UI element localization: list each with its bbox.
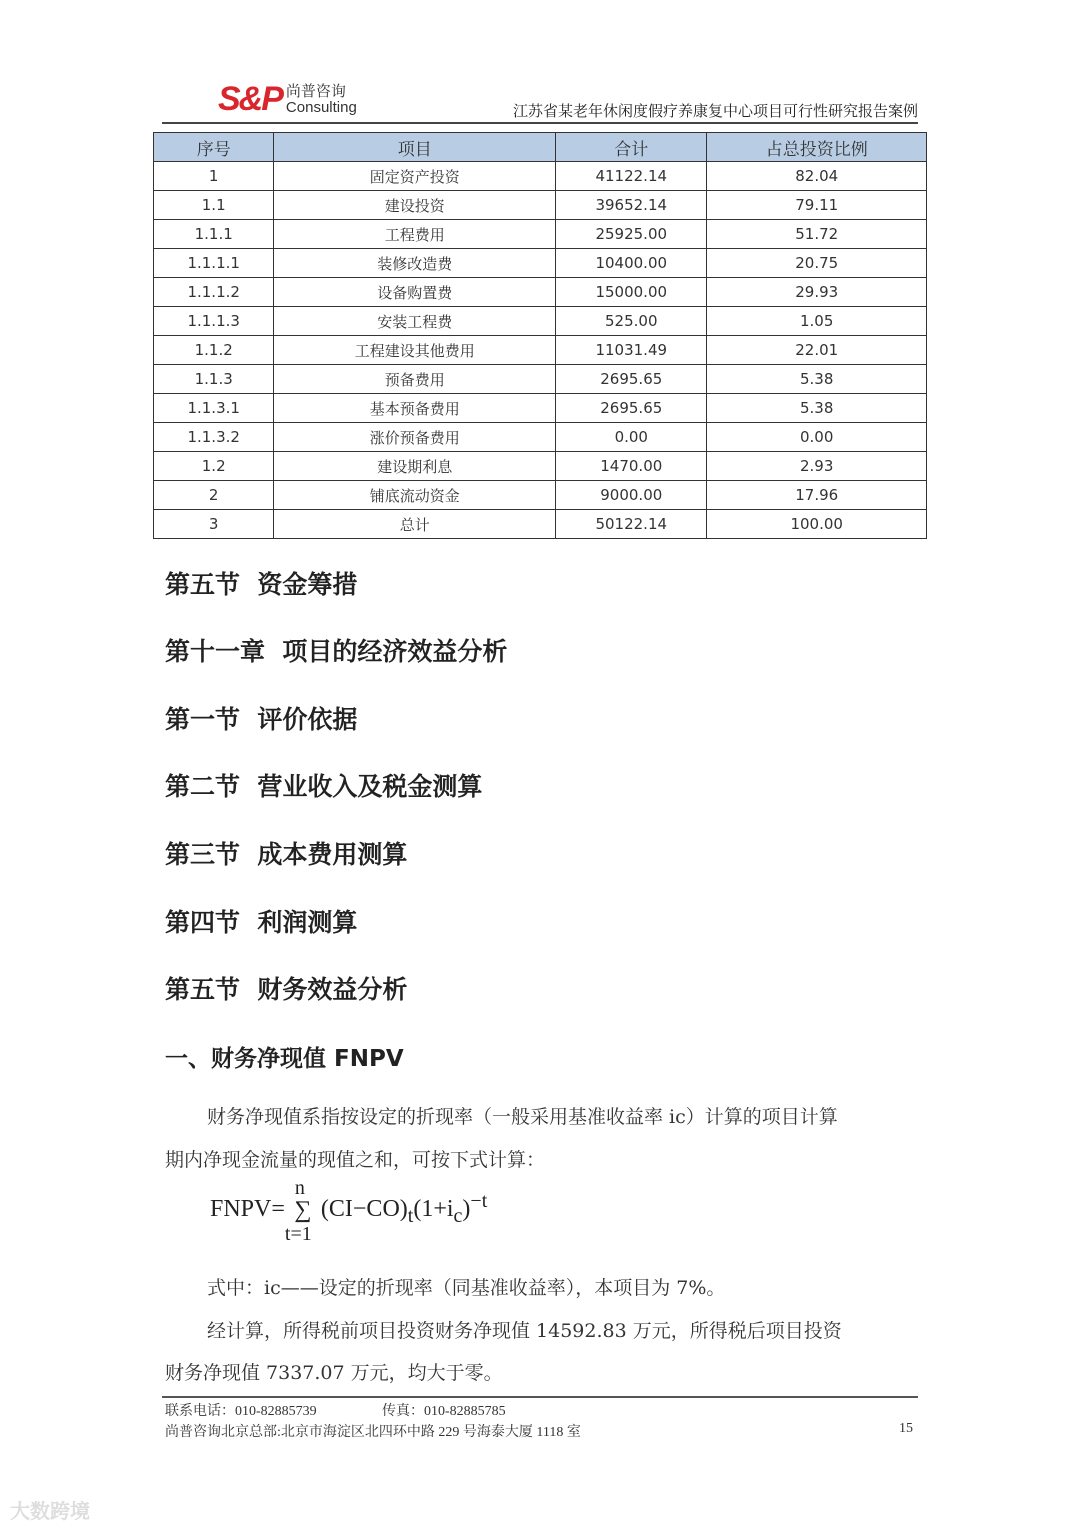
- table-row: [154, 220, 927, 249]
- table-cell: 10400.00: [556, 249, 707, 278]
- table-cell: 17.96: [707, 481, 927, 510]
- table-cell: 5.38: [707, 365, 927, 394]
- table-cell: 基本预备费用: [274, 394, 556, 423]
- table-cell: 25925.00: [556, 220, 707, 249]
- table-cell: 1.1.1.3: [154, 307, 274, 336]
- table-cell: 9000.00: [556, 481, 707, 510]
- table-cell: 2695.65: [556, 394, 707, 423]
- table-cell: 79.11: [707, 191, 927, 220]
- table-cell: 51.72: [707, 220, 927, 249]
- table-cell: 1.1.1.1: [154, 249, 274, 278]
- table-cell: 1.1.1.2: [154, 278, 274, 307]
- table-cell: 1.05: [707, 307, 927, 336]
- table-cell: 15000.00: [556, 278, 707, 307]
- table-cell: 1.1.2: [154, 336, 274, 365]
- document-title: 江苏省某老年休闲度假疗养康复中心项目可行性研究报告案例: [512, 102, 918, 120]
- table-cell: 固定资产投资: [274, 162, 556, 191]
- table-cell: 82.04: [707, 162, 927, 191]
- table-cell: 2: [154, 481, 274, 510]
- table-cell: 50122.14: [556, 510, 707, 539]
- table-cell: 1.1.1: [154, 220, 274, 249]
- sub-c: c: [453, 1204, 463, 1227]
- table-cell: 20.75: [707, 249, 927, 278]
- table-cell: 11031.49: [556, 336, 707, 365]
- paragraph: 财务净现值系指按设定的折现率（一般采用基准收益率 ic）计算的项目计算: [207, 1106, 838, 1128]
- sum-lower: t=1: [284, 1222, 312, 1245]
- footer-address: 尚普咨询北京总部:北京市海淀区北四环中路 229 号海泰大厦 1118 室: [165, 1425, 581, 1440]
- sum-symbol: ∑: [294, 1196, 312, 1223]
- formula-close: ): [462, 1196, 471, 1222]
- table-cell: 建设投资: [274, 191, 556, 220]
- logo-mark: S&P: [218, 80, 282, 118]
- logo: [218, 80, 357, 119]
- sub-t: t: [407, 1204, 414, 1227]
- table-cell: 5.38: [707, 394, 927, 423]
- table-row: [154, 249, 927, 278]
- paragraph: 期内净现金流量的现值之和，可按下式计算：: [165, 1149, 546, 1171]
- paragraph: 式中：ic——设定的折现率（同基准收益率），本项目为 7%。: [207, 1277, 726, 1299]
- logo-en: Consulting: [285, 98, 357, 116]
- table-cell: 安装工程费: [274, 307, 556, 336]
- column-header: 合计: [556, 133, 707, 162]
- table-row: [154, 307, 927, 336]
- table-row: [154, 452, 927, 481]
- table-cell: 1470.00: [556, 452, 707, 481]
- table-cell: 2.93: [707, 452, 927, 481]
- paragraph: 经计算，所得税前项目投资财务净现值 14592.83 万元，所得税后项目投资: [207, 1320, 842, 1342]
- table-cell: 39652.14: [556, 191, 707, 220]
- table-row: [154, 278, 927, 307]
- section-heading: 第十一章 项目的经济效益分析: [165, 637, 508, 666]
- formula-factor: (1+i: [413, 1196, 454, 1222]
- investment-table: [153, 132, 927, 539]
- column-header: 占总投资比例: [707, 133, 927, 162]
- table-cell: 22.01: [707, 336, 927, 365]
- section-heading: 第四节 利润测算: [165, 908, 358, 937]
- sum-upper: n: [294, 1176, 305, 1199]
- table-cell: 525.00: [556, 307, 707, 336]
- table-row: [154, 510, 927, 539]
- formula-lhs: FNPV=: [210, 1196, 285, 1222]
- table-cell: 3: [154, 510, 274, 539]
- section-heading: 第二节 营业收入及税金测算: [165, 772, 483, 801]
- table-cell: 1.1.3.2: [154, 423, 274, 452]
- footer-phone: 联系电话：010-82885739: [165, 1404, 317, 1419]
- table-cell: 设备购置费: [274, 278, 556, 307]
- section-heading: 第五节 资金筹措: [165, 570, 358, 599]
- page-number: 15: [899, 1421, 913, 1436]
- table-cell: 1.1.3: [154, 365, 274, 394]
- table-row: [154, 336, 927, 365]
- watermark: 大数跨境: [10, 1499, 90, 1523]
- fnpv-formula: [210, 1176, 488, 1245]
- header-divider: [162, 122, 918, 124]
- section-heading: 第三节 成本费用测算: [165, 840, 408, 869]
- table-cell: 0.00: [707, 423, 927, 452]
- table-cell: 29.93: [707, 278, 927, 307]
- table-row: [154, 191, 927, 220]
- formula-expr: (CI−CO): [320, 1196, 408, 1222]
- table-cell: 工程费用: [274, 220, 556, 249]
- table-cell: 铺底流动资金: [274, 481, 556, 510]
- table-cell: 1: [154, 162, 274, 191]
- column-header: 序号: [154, 133, 274, 162]
- table-cell: 1.1.3.1: [154, 394, 274, 423]
- sup-t: −t: [470, 1190, 488, 1212]
- table-row: [154, 394, 927, 423]
- table-row: [154, 423, 927, 452]
- table-cell: 1.1: [154, 191, 274, 220]
- table-cell: 工程建设其他费用: [274, 336, 556, 365]
- paragraph: 财务净现值 7337.07 万元，均大于零。: [165, 1362, 503, 1384]
- table-cell: 0.00: [556, 423, 707, 452]
- section-heading: 第一节 评价依据: [165, 705, 358, 734]
- table-row: [154, 365, 927, 394]
- footer-divider: [162, 1396, 918, 1398]
- table-cell: 涨价预备费用: [274, 423, 556, 452]
- table-cell: 1.2: [154, 452, 274, 481]
- table-cell: 总计: [274, 510, 556, 539]
- table-cell: 建设期利息: [274, 452, 556, 481]
- table-cell: 41122.14: [556, 162, 707, 191]
- table-cell: 100.00: [707, 510, 927, 539]
- table-cell: 预备费用: [274, 365, 556, 394]
- table-cell: 2695.65: [556, 365, 707, 394]
- section-heading: 一、财务净现值 FNPV: [165, 1046, 404, 1072]
- table-row: [154, 162, 927, 191]
- table-row: [154, 481, 927, 510]
- section-heading: 第五节 财务效益分析: [165, 975, 408, 1004]
- logo-cn: 尚普咨询: [285, 82, 346, 100]
- column-header: 项目: [274, 133, 556, 162]
- table-cell: 装修改造费: [274, 249, 556, 278]
- footer-fax: 传真：010-82885785: [382, 1404, 506, 1419]
